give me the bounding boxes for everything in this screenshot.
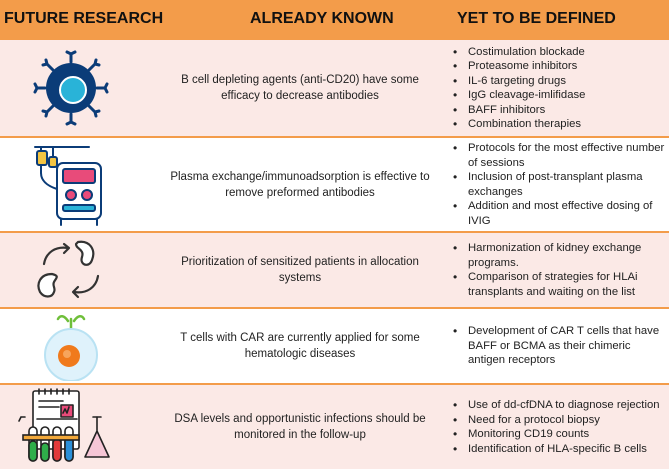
list-item: • Need for a protocol biopsy (452, 413, 660, 428)
yet-to-be-defined-list (452, 141, 666, 228)
yet-to-be-defined-list (452, 324, 666, 368)
header-future-research: FUTURE RESEARCH (4, 10, 164, 27)
list-item: • Addition and most effective dosing of IVIG (452, 199, 666, 228)
table-row (0, 385, 669, 469)
list-item: • Costimulation blockade (452, 45, 585, 60)
already-known-text: Plasma exchange/immunoadsorption is effective to remove preformed antibodies (170, 170, 430, 199)
yet-to-be-defined-list (452, 398, 660, 456)
table-row (0, 233, 669, 307)
header-yet-to-be-defined: YET TO BE DEFINED (457, 10, 616, 27)
table-row (0, 138, 669, 231)
table-header (0, 0, 669, 40)
lab-report-test-tubes-icon (11, 387, 131, 467)
table-row (0, 40, 669, 136)
already-known-text: DSA levels and opportunistic infections should be monitored in the follow-up (174, 413, 426, 441)
list-item: • Monitoring CD19 counts (452, 427, 660, 442)
yet-to-be-defined-list (452, 241, 666, 299)
list-item: • Development of CAR T cells that have BAFF or BCMA as their chimeric antigen receptors (452, 324, 666, 368)
list-item: • Comparison of strategies for HLAi transplants and waiting on the list (452, 270, 666, 299)
list-item: • BAFF inhibitors (452, 103, 585, 118)
list-item: • Use of dd-cfDNA to diagnose rejection (452, 398, 660, 413)
list-item: • Identification of HLA-specific B cells (452, 442, 660, 457)
list-item: • Harmonization of kidney exchange programs. (452, 241, 666, 270)
kidney-exchange-icon (36, 238, 106, 302)
header-already-known: ALREADY KNOWN (250, 10, 394, 27)
list-item: • IL-6 targeting drugs (452, 74, 585, 89)
list-item: • IgG cleavage-imlifidase (452, 88, 585, 103)
list-item: • Proteasome inhibitors (452, 59, 585, 74)
table-row (0, 309, 669, 383)
list-item: • Protocols for the most effective number of sessions (452, 141, 666, 170)
already-known-text: B cell depleting agents (anti-CD20) have some efficacy to decrease antibodies (181, 74, 419, 102)
plasma-exchange-machine-icon (31, 143, 111, 227)
car-t-cell-icon (36, 311, 106, 381)
already-known-text: Prioritization of sensitized patients in allocation systems (181, 256, 419, 284)
list-item: • Inclusion of post-transplant plasma exchanges (452, 170, 666, 199)
list-item: • Combination therapies (452, 117, 585, 132)
b-cell-icon (31, 48, 111, 128)
yet-to-be-defined-list (452, 45, 585, 132)
already-known-text: T cells with CAR are currently applied for some hematologic diseases (180, 332, 420, 360)
